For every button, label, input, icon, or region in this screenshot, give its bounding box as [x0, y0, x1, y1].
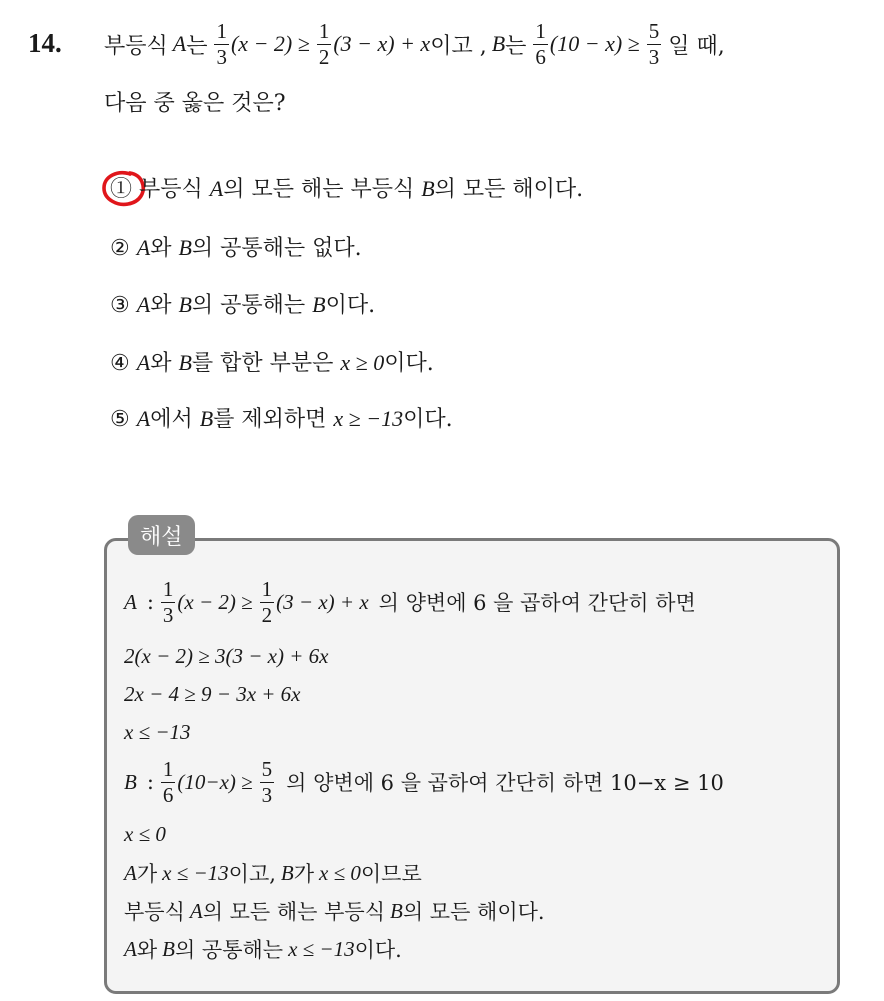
- question-number: 14.: [28, 28, 62, 58]
- option-marker: ①: [110, 177, 133, 202]
- fraction: $\frac{1}{3}$: [216, 18, 227, 69]
- expression: (x − 2) ≥: [230, 31, 310, 56]
- fraction: $\frac{5}{3}$: [648, 18, 660, 69]
- fraction: $\frac{1}{6}$: [535, 18, 546, 69]
- fraction: $\frac{5}{3}$: [261, 756, 273, 807]
- question-line-1: [104, 14, 725, 74]
- variable-a: A: [172, 31, 187, 56]
- fraction: $\frac{1}{2}$: [261, 576, 273, 627]
- explanation-line-7: A 가 x ≤ −13 이고, B 가 x ≤ 0 이므로: [124, 860, 422, 886]
- option-5[interactable]: ⑤ A에서 B를 제외하면 x ≥ −13이다.: [110, 406, 453, 432]
- explanation-line-4: x ≤ −13: [124, 720, 191, 744]
- option-2[interactable]: ② A와 B의 공통해는 없다.: [110, 235, 362, 261]
- question-text: 이고 ,: [430, 33, 487, 59]
- option-marker: ②: [110, 236, 130, 261]
- question-text: 는: [186, 33, 208, 59]
- explanation-line-9: A 와 B 의 공통해는 x ≤ −13 이다.: [124, 936, 402, 962]
- expression: (3 − x) + x: [333, 31, 431, 56]
- option-1[interactable]: ① 부등식 A의 모든 해는 부등식 B의 모든 해이다.: [110, 176, 584, 202]
- fraction: $\frac{1}{2}$: [318, 18, 330, 69]
- question-text: 부등식: [104, 33, 168, 59]
- explanation-line-8: 부등식 A 의 모든 해는 부등식 B 의 모든 해이다.: [124, 898, 545, 924]
- explanation-line-3: 2x − 4 ≥ 9 − 3x + 6x: [124, 682, 301, 706]
- explanation-line-2: 2(x − 2) ≥ 3(3 − x) + 6x: [124, 644, 329, 668]
- explanation-tag: 해설: [128, 515, 195, 555]
- expression: (10 − x) ≥: [549, 31, 640, 56]
- question-line-2: 다음 중 옳은 것은?: [104, 91, 286, 116]
- variable-b: B: [491, 31, 506, 56]
- option-3[interactable]: ③ A와 B의 공통해는 B이다.: [110, 292, 376, 318]
- question-text: 는: [505, 33, 527, 59]
- explanation-line-6: x ≤ 0: [124, 822, 166, 846]
- option-marker: ③: [110, 293, 130, 318]
- question-text: 일 때,: [668, 33, 725, 59]
- fraction: $\frac{1}{3}$: [162, 576, 174, 627]
- explanation-line-5: B : $\frac{1}{6}$ (10−x) ≥ $\frac{5}{3}$ 의 양변에 6 을 곱하여 간단히 하면 10−x ≥ 10: [124, 756, 724, 807]
- option-marker: ④: [110, 351, 130, 376]
- option-4[interactable]: ④ A와 B를 합한 부분은 x ≥ 0이다.: [110, 350, 434, 376]
- fraction: $\frac{1}{6}$: [162, 756, 174, 807]
- explanation-line-1: A : $\frac{1}{3}$ (x − 2) ≥ $\frac{1}{2}$ (3 − x) + x 의 양변에 6 을 곱하여 간단히 하면: [124, 576, 696, 627]
- option-marker: ⑤: [110, 407, 130, 432]
